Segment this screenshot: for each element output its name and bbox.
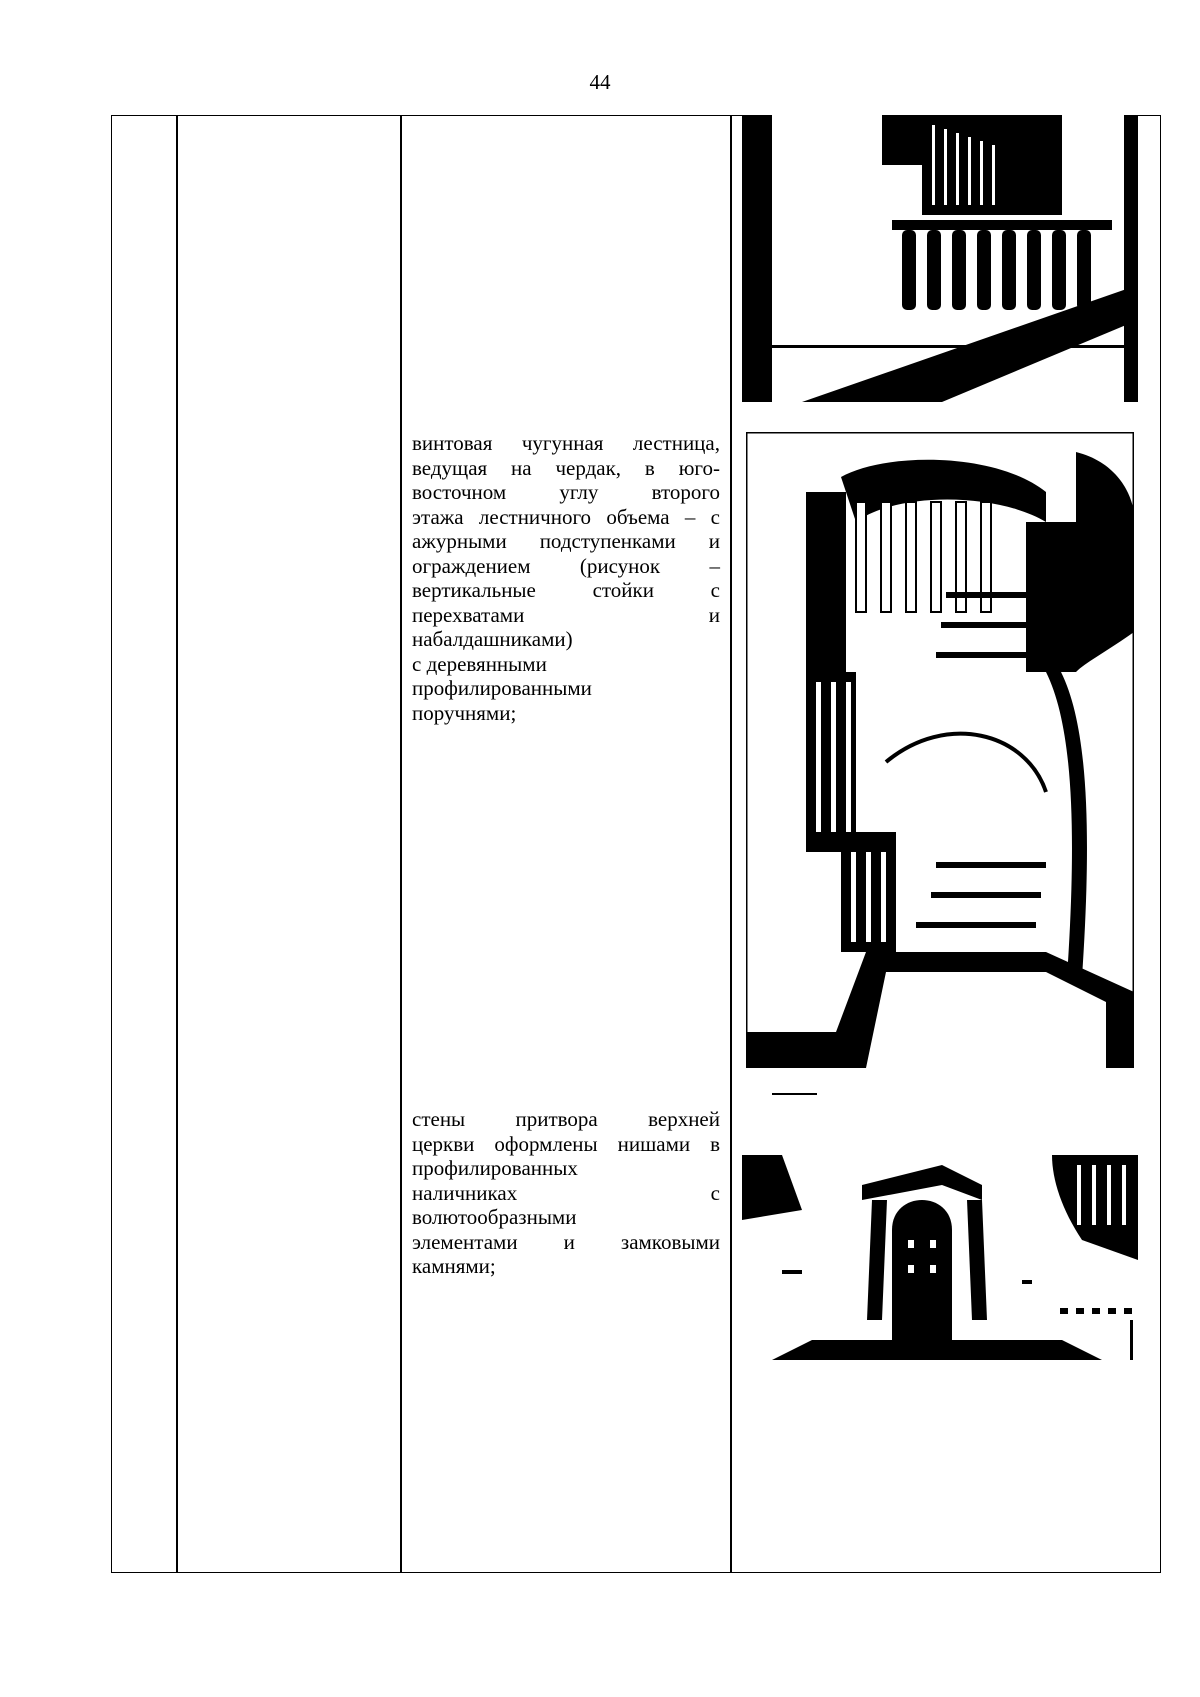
- description-line: стены притвора верхней: [412, 1107, 720, 1131]
- description-line: волютообразными: [412, 1205, 577, 1229]
- description-line: набалдашниками): [412, 627, 573, 651]
- page-number: 44: [589, 70, 611, 94]
- description-line: ведущая на чердак, в юго-: [412, 455, 720, 480]
- description-line: перехватами и: [412, 602, 720, 627]
- spiral-staircase-description: [412, 431, 720, 725]
- balustrade-staircase-photo: [742, 115, 1138, 402]
- description-line: церкви оформлены нишами в: [412, 1131, 720, 1156]
- column-divider: [176, 116, 178, 1572]
- description-line: камнями;: [412, 1254, 496, 1278]
- description-line: наличниках с: [412, 1180, 720, 1205]
- column-divider: [400, 116, 402, 1572]
- description-line: поручнями;: [412, 700, 517, 725]
- description-line: элементами и замковыми: [412, 1229, 720, 1254]
- description-line: восточном углу второго: [412, 480, 720, 504]
- niche-doorway-photo: [742, 1090, 1138, 1365]
- description-line: ограждением (рисунок –: [412, 553, 720, 578]
- description-line: этажа лестничного объема – с: [412, 504, 720, 529]
- description-line: винтовая чугунная лестница,: [412, 431, 720, 455]
- description-line: с деревянными: [412, 651, 547, 676]
- description-line: ажурными подступенками и: [412, 529, 720, 553]
- spiral-staircase-photo: [746, 432, 1134, 1068]
- description-line: профилированных: [412, 1156, 578, 1180]
- narthex-walls-description: [412, 1107, 720, 1279]
- description-line: профилированными: [412, 676, 592, 700]
- description-line: вертикальные стойки с: [412, 578, 720, 602]
- column-divider: [730, 116, 732, 1572]
